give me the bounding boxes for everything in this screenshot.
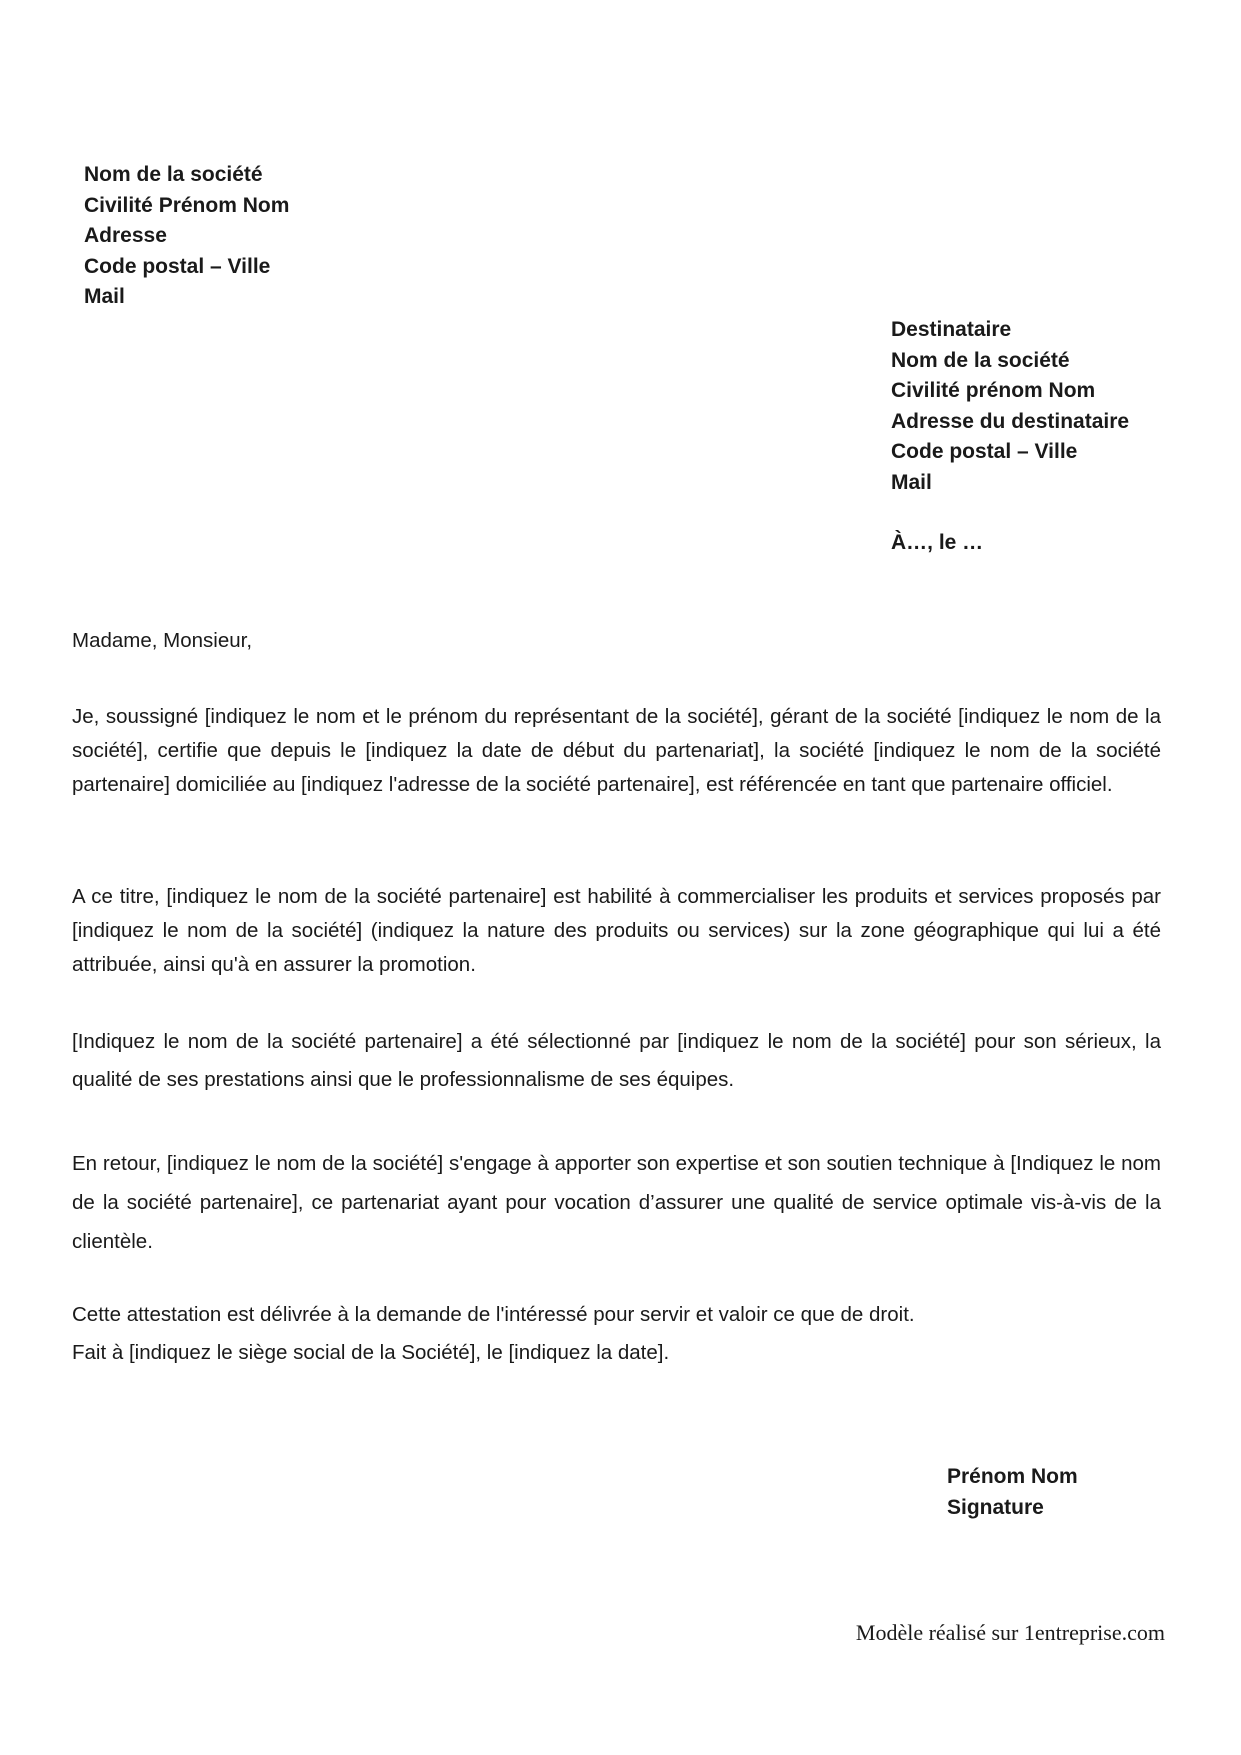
recipient-mail: Mail	[891, 470, 932, 494]
paragraph-attestation: Cette attestation est délivrée à la demande de l'intéressé pour servir et valoir ce que de droit.	[72, 1303, 915, 1326]
sender-mail: Mail	[84, 285, 125, 308]
recipient-address: Adresse du destinataire	[891, 409, 1130, 433]
signature-label: Signature	[947, 1496, 1044, 1519]
sender-address: Adresse	[84, 224, 167, 247]
recipient-name: Civilité prénom Nom	[891, 379, 1096, 402]
sender-block	[84, 160, 289, 313]
paragraph-selection: [Indiquez le nom de la société partenaire] a été sélectionné par [indiquez le nom de la société] pour son sérieux, la qualité de ses prestations ainsi que le professionnalisme de ses équipes.	[72, 1030, 1161, 1091]
signature-name: Prénom Nom	[947, 1465, 1078, 1488]
paragraph-place-date: Fait à [indiquez le siège social de la Société], le [indiquez la date].	[72, 1341, 670, 1364]
place-date: À…, le …	[891, 531, 984, 554]
salutation: Madame, Monsieur,	[72, 629, 253, 652]
recipient-label: Destinataire	[891, 318, 1012, 341]
recipient-company: Nom de la société	[891, 348, 1070, 372]
sender-name: Civilité Prénom Nom	[84, 193, 290, 217]
footer-credit: Modèle réalisé sur 1entreprise.com	[855, 1620, 1165, 1645]
sender-city: Code postal – Ville	[84, 254, 271, 278]
paragraph-declaration: Je, soussigné [indiquez le nom et le prénom du représentant de la société], gérant de la société [indiquez le nom de la société], certifie que depuis le [indiquez la date de début du partenariat], la société [indiquez le nom de la société partenaire] domiciliée au [indiquez l'adresse de la société partenaire], est référencée en tant que partenaire officiel.	[72, 705, 1161, 796]
paragraph-authorization: A ce titre, [indiquez le nom de la société partenaire] est habilité à commercialiser les produits et services proposés par [indiquez le nom de la société] (indiquez la nature des produits ou services) sur la zone géographique qui lui a été attribuée, ainsi qu'à en assurer la promotion.	[72, 885, 1161, 976]
paragraph-commitment: En retour, [indiquez le nom de la société] s'engage à apporter son expertise et son soutien technique à [Indiquez le nom de la société partenaire], ce partenariat ayant pour vocation d’assurer une qualité de service optimale vis-à-vis de la clientèle.	[72, 1152, 1161, 1253]
recipient-city: Code postal – Ville	[891, 440, 1078, 463]
sender-company: Nom de la société	[84, 163, 263, 186]
signature-block	[947, 1461, 1078, 1523]
recipient-block	[891, 315, 1129, 498]
